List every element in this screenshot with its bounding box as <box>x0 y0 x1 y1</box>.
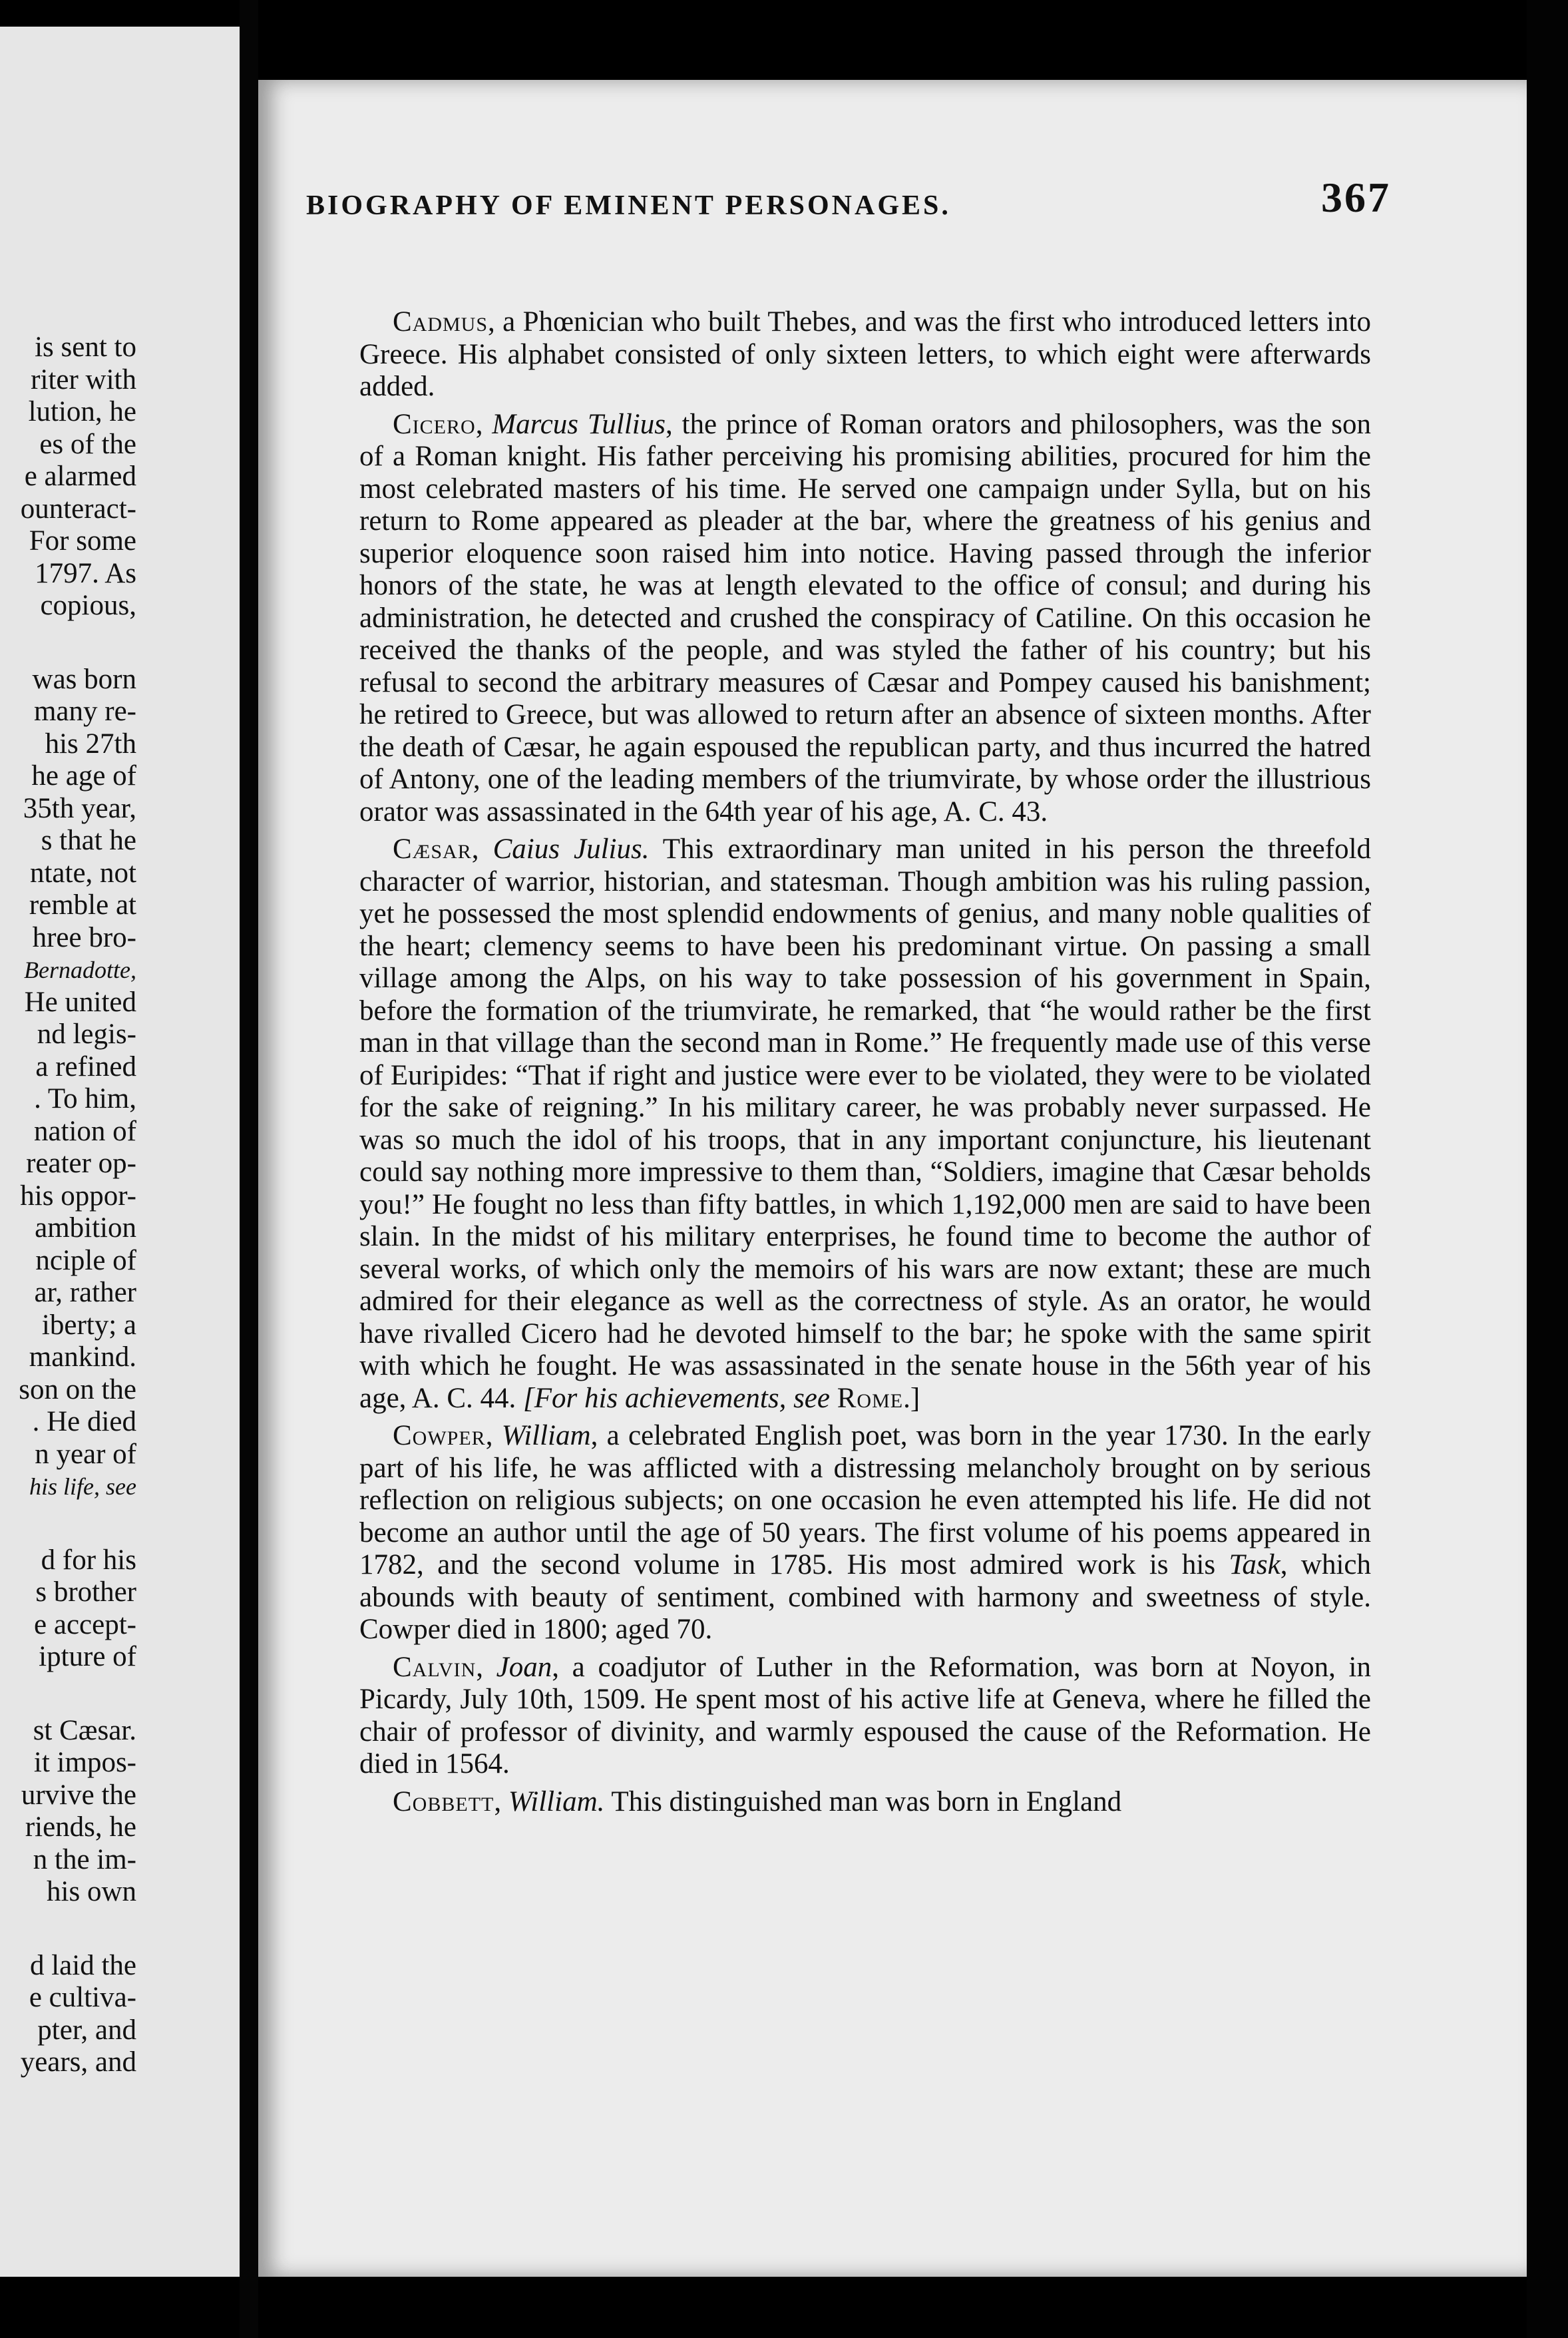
left-page-line: For some <box>29 525 136 557</box>
left-page-line: he age of <box>31 760 136 792</box>
left-page-line: e cultiva- <box>29 1982 136 2013</box>
entry-name: Calvin <box>393 1651 477 1683</box>
left-page-line: his 27th <box>45 728 136 760</box>
left-page-line: lution, he <box>28 396 136 427</box>
left-page-line: riter with <box>31 363 136 395</box>
entry-given-name: Joan <box>496 1651 552 1683</box>
entry-name: Cæsar <box>393 833 472 865</box>
work-title: Task <box>1229 1549 1280 1580</box>
left-page-line: He united <box>24 986 136 1018</box>
left-page-line: is sent to <box>35 332 136 363</box>
left-page-line: years, and <box>20 2046 136 2078</box>
left-page-line: pter, and <box>37 2014 136 2046</box>
entry-given-name: William <box>501 1420 591 1451</box>
left-page-line: nciple of <box>35 1244 136 1276</box>
running-header <box>306 173 1391 260</box>
left-page-line: iberty; a <box>41 1309 136 1341</box>
left-page-line: a refined <box>35 1051 136 1082</box>
page-edge-shadow <box>1527 0 1568 2338</box>
entry-calvin: Calvin, Joan, a coadjutor of Luther in the Reformation, was born at Noyon, in Picardy, July 10th, 1509. He spent most of his active life at Geneva, where he filled the chair of professor of divinity, and warmly espoused the cause of the Reformation. He died in 1564. <box>359 1651 1371 1779</box>
entry-given-name: William. <box>508 1785 605 1817</box>
left-page-line: hree bro- <box>32 921 136 953</box>
left-page-line: n the im- <box>33 1843 136 1875</box>
page-body <box>359 306 1371 1823</box>
left-page-line: copious, <box>40 590 136 621</box>
cross-reference-note: [For his achievements, see <box>523 1382 830 1414</box>
left-page-line: e alarmed <box>24 461 136 492</box>
entry-name: Cobbett <box>393 1785 494 1817</box>
entry-given-name: Caius Julius. <box>492 833 650 865</box>
entry-given-name: Marcus Tullius <box>492 408 666 440</box>
paragraph-gap <box>0 1503 240 1544</box>
entry-text-continued: , which abounds with beauty of sentiment, combined with harmony and sweetness of style. Cowper died in 1800; aged 70. <box>359 1549 1371 1645</box>
left-page-line: ipture of <box>39 1641 136 1672</box>
left-page-line: 35th year, <box>23 792 136 824</box>
left-page-line: reater op- <box>26 1148 136 1179</box>
left-page-line: 1797. As <box>35 557 136 589</box>
entry-text: , a coadjutor of Luther in the Reformation, was born at Noyon, in Picardy, July 10th, 1509. He spent most of his active life at Geneva, where he filled the chair of professor of divinity, and warmly espoused the cause of the Reformation. He died in 1564. <box>359 1651 1371 1779</box>
left-page-line: urvive the <box>21 1779 136 1811</box>
left-page-line: ounteract- <box>20 493 136 525</box>
entry-cobbett: Cobbett, William. This distinguished man was born in England <box>393 1785 1122 1817</box>
left-page-line: his own <box>47 1876 136 1907</box>
left-page-line: ambition <box>35 1212 136 1244</box>
left-page-line: son on the <box>19 1373 136 1405</box>
left-page-line: nd legis- <box>37 1019 136 1050</box>
left-page-line: st Cæsar. <box>33 1714 136 1746</box>
left-page-line: it impos- <box>33 1747 136 1778</box>
paragraph-gap <box>0 1674 240 1715</box>
entry-cicero: Cicero, Marcus Tullius, the prince of Roman orators and philosophers, was the son of a Roman knight. His father perceiving his promising abilities, procured for him the most celebrated masters of his time. He served one campaign under Sylla, but on his return to Rome appeared as pleader at the bar, where the greatness of his genius and superior eloquence soon raised him into notice. Having passed through the inferior honors of the state, he was at length elevated to the office of consul; and during his administration, he detected and crushed the conspiracy of Catiline. On this occasion he received the thanks of the people, and was styled the father of his country; but his refusal to second the arbitrary measures of Cæsar and Pompey caused his banishment; he retired to Greece, but was allowed to return after an absence of sixteen months. After the death of Cæsar, he again espoused the republican party, and thus incurred the hatred of Antony, one of the leading members of the triumvirate, by whose order the illustrious orator was assassinated in the 64th year of his age, A. C. 43. <box>359 408 1371 827</box>
cross-reference-target: Rome <box>837 1382 904 1414</box>
left-page-line: his oppor- <box>20 1180 136 1212</box>
page-number: 367 <box>1321 174 1391 221</box>
entry-text: This extraordinary man united in his person the threefold character of warrior, historian, and statesman. Though ambition was his ruling passion, yet he possessed the most splendid endowments of genius, and many noble qualities of the heart; clemency seems to have been his predominant virtue. On passing a small village among the Alps, on his way to take possession of his government in Spain, before the formation of the triumvirate, he remarked, that “he would rather be the first man in that village than the second man in Rome.” He frequently made use of this verse of Euripides: “That if right and justice were ever to be violated, they were to be violated for the sake of reigning.” In his military career, he was probably never surpassed. He was so much the idol of his troops, that in any important conjuncture, his lieutenant could say nothing more impressive to them than, “Soldiers, imagine that Cæsar beholds you!” He fought no less than fifty battles, in which 1,192,000 men are said to have been slain. In the midst of his military enterprises, he found time to become the author of several works, of which only the memoirs of his wars are now extant; these are much admired for their elegance as well as the correctness of style. As an orator, he would have rivalled Cicero had he devoted himself to the bar; he spoke with the same spirit with which he fought. He was assassinated in the senate house in the 56th year of his age, A. C. 44. <box>359 833 1372 1414</box>
running-title: BIOGRAPHY OF EMINENT PERSONAGES. <box>306 190 951 221</box>
entry-name: Cadmus <box>393 306 489 338</box>
left-page-text-column <box>0 332 240 2079</box>
entry-caesar: Cæsar, Caius Julius. This extraordinary man united in his person the threefold character of warrior, historian, and statesman. Though ambition was his ruling passion, yet he possessed the most splendid endowments of genius, and many noble qualities of the heart; clemency seems to have been his predominant virtue. On passing a small village among the Alps, on his way to take possession of his government in Spain, before the formation of the triumvirate, he remarked, that “he would rather be the first man in that village than the second man in Rome.” He frequently made use of this verse of Euripides: “That if right and justice were ever to be violated, they were to be violated for the sake of reigning.” In his military career, he was probably never surpassed. He was so much the idol of his troops, that in any important conjuncture, his lieutenant could say nothing more impressive to them than, “Soldiers, imagine that Cæsar beholds you!” He fought no less than fifty battles, in which 1,192,000 men are said to have been slain. In the midst of his military enterprises, he found time to become the author of several works, of which only the memoirs of his wars are now extant; these are much admired for their elegance as well as the correctness of style. As an orator, he would have rivalled Cicero had he devoted himself to the bar; he spoke with the same spirit with which he fought. He was assassinated in the senate house in the 56th year of his age, A. C. 44. [For his achievements, see Rome.] <box>359 833 1372 1414</box>
left-page-line: remble at <box>29 889 136 921</box>
book-gutter <box>240 0 258 2338</box>
left-page-line: Bernadotte, <box>24 957 136 983</box>
left-page-line: d for his <box>41 1544 136 1576</box>
entry-cowper: Cowper, William, a celebrated English poet, was born in the year 1730. In the early part of his life, he was afflicted with a distressing melancholy brought on by serious reflection on religious subjects; on one occasion he even attempted his life. He did not become an author until the age of 50 years. The first volume of his poems appeared in 1782, and the second volume in 1785. His most admired work is his Task, which abounds with beauty of sentiment, combined with harmony and sweetness of style. Cowper died in 1800; aged 70. <box>359 1420 1372 1645</box>
entry-text: , a Phœnician who built Thebes, and was the first who introduced letters into Greece. His alphabet consisted of only sixteen letters, to which eight were afterwards added. <box>359 306 1371 402</box>
left-page-line: ntate, not <box>29 857 136 889</box>
left-page-line: many re- <box>33 696 136 727</box>
left-page-line: his life, see <box>29 1473 136 1500</box>
left-page-line: n year of <box>35 1438 136 1470</box>
left-page-line: . To him, <box>34 1083 136 1114</box>
entry-text: , the prince of Roman orators and philosophers, was the son of a Roman knight. His father perceiving his promising abilities, procured for him the most celebrated masters of his time. He served one campaign under Sylla, but on his return to Rome appeared as pleader at the bar, where the greatness of his genius and superior eloquence soon raised him into notice. Having passed through the inferior honors of the state, he was at length elevated to the office of consul; and during his administration, he detected and crushed the conspiracy of Catiline. On this occasion he received the thanks of the people, and was styled the father of his country; but his refusal to second the arbitrary measures of Cæsar and Pompey caused his banishment; he retired to Greece, but was allowed to return after an absence of sixteen months. After the death of Cæsar, he again espoused the republican party, and thus incurred the hatred of Antony, one of the leading members of the triumvirate, by whose order the illustrious orator was assassinated in the 64th year of his age, A. C. 43. <box>359 408 1371 827</box>
entry-text: , a celebrated English poet, was born in the year 1730. In the early part of his life, he was afflicted with a distressing melancholy brought on by serious reflection on religious subjects; on one occasion he even attempted his life. He did not become an author until the age of 50 years. The first volume of his poems appeared in 1782, and the second volume in 1785. His most admired work is his <box>359 1420 1372 1580</box>
left-page-line: ar, rather <box>34 1277 136 1308</box>
left-facing-page <box>0 27 246 2277</box>
left-page-line: . He died <box>32 1406 136 1437</box>
entry-text: This distinguished man was born in England <box>604 1785 1122 1817</box>
left-page-line: s brother <box>35 1576 136 1608</box>
left-page-line: nation of <box>33 1115 136 1147</box>
paragraph-gap <box>0 622 240 664</box>
left-page-line: s that he <box>41 825 136 856</box>
entry-name: Cicero <box>393 408 476 440</box>
entry-name: Cowper <box>393 1420 486 1451</box>
left-page-line: d laid the <box>29 1949 136 1981</box>
paragraph-gap <box>0 1909 240 1950</box>
left-page-line: riends, he <box>25 1811 136 1843</box>
entry-cadmus <box>359 306 1371 403</box>
left-page-line: mankind. <box>29 1341 136 1373</box>
left-page-line: was born <box>32 663 136 695</box>
left-page-line: es of the <box>39 428 136 460</box>
cross-reference-close: .] <box>903 1382 920 1414</box>
left-page-line: e accept- <box>34 1608 136 1640</box>
